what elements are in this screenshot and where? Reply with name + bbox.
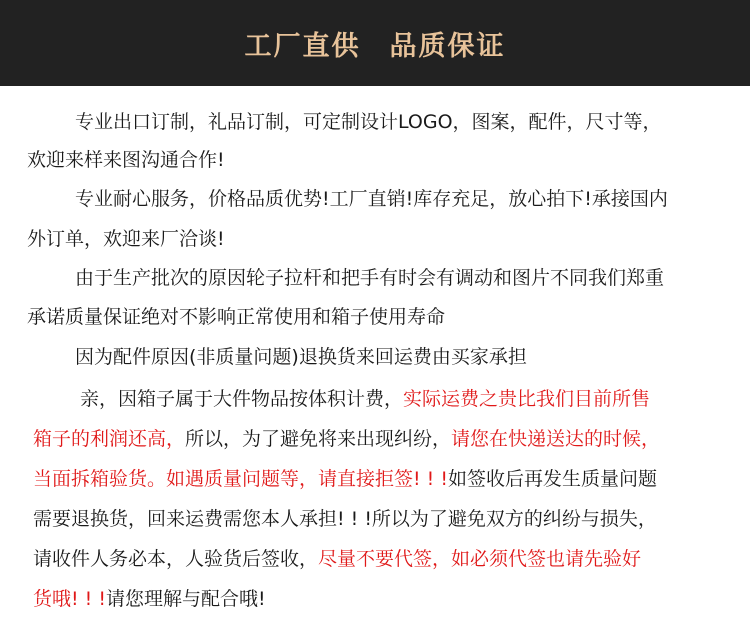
shipping-warning-text: 实际运费之贵比我们目前所售 bbox=[403, 388, 651, 410]
paragraph-5-line-3 bbox=[0, 467, 750, 491]
shipping-note-text: 亲，因箱子属于大件物品按体积计费， bbox=[80, 388, 404, 410]
proxy-sign-warning-text: 尽量不要代签，如必须代签也请先验好 bbox=[318, 548, 642, 570]
paragraph-5-line-2 bbox=[0, 427, 750, 451]
dispute-note-text: 所以，为了避免将来出现纠纷， bbox=[185, 428, 452, 450]
paragraph-1-line-1: 专业出口订制，礼品订制，可定制设计LOGO，图案，配件，尺寸等， bbox=[75, 111, 662, 133]
paragraph-2-line-1: 专业耐心服务，价格品质优势!工厂直销!库存充足，放心拍下!承接国内 bbox=[75, 188, 668, 210]
paragraph-4-line-1: 因为配件原因(非质量问题)退换货来回运费由买家承担 bbox=[75, 346, 527, 368]
sign-note-text: 请收件人务必本，人验货后签收， bbox=[33, 548, 319, 570]
paragraph-5-line-4: 需要退换货，回来运费需您本人承担! ! !所以为了避免双方的纠纷与损失， bbox=[33, 508, 657, 530]
after-sign-note-text: 如签收后再发生质量问题 bbox=[447, 468, 657, 490]
paragraph-5-line-6 bbox=[0, 587, 750, 611]
paragraph-1-line-2: 欢迎来样来图沟通合作! bbox=[27, 149, 225, 171]
description-body bbox=[0, 86, 750, 623]
delivery-warning-text: 请您在快递送达的时候， bbox=[451, 428, 661, 450]
header-banner bbox=[0, 0, 750, 86]
profit-warning-text: 箱子的利润还高， bbox=[33, 428, 186, 450]
paragraph-3-line-2: 承诺质量保证绝对不影响正常使用和箱子使用寿命 bbox=[27, 306, 446, 328]
paragraph-3-line-1: 由于生产批次的原因轮子拉杆和把手有时会有调动和图片不同我们郑重 bbox=[75, 267, 665, 289]
inspect-warning-text: 当面拆箱验货。如遇质量问题等，请直接拒签! ! ! bbox=[33, 468, 448, 490]
check-goods-warning-text: 货哦! ! ! bbox=[33, 588, 106, 610]
paragraph-5-line-1 bbox=[0, 387, 750, 411]
paragraph-5-line-5 bbox=[0, 547, 750, 571]
page-title: 工厂直供 品质保证 bbox=[244, 30, 506, 62]
closing-note-text: 请您理解与配合哦! bbox=[105, 588, 266, 610]
paragraph-2-line-2: 外订单，欢迎来厂洽谈! bbox=[27, 228, 225, 250]
